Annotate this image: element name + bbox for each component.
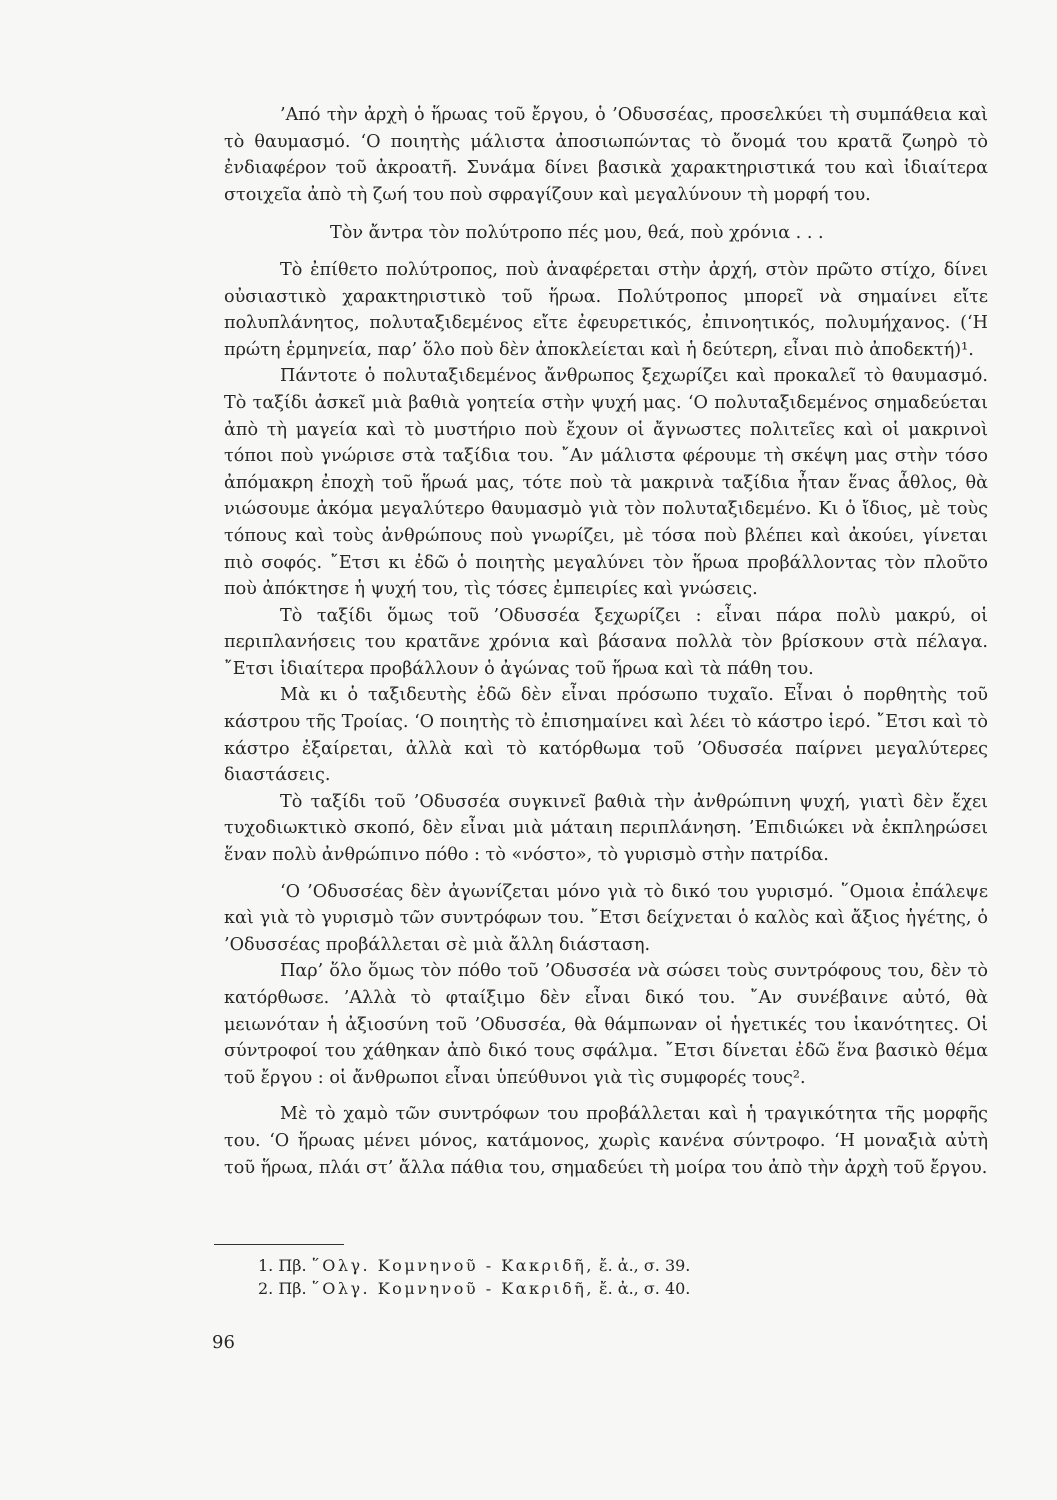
paragraph-polytropos: Τὸ ἐπίθετο πολύτροπος, ποὺ ἀναφέρεται στὴν ἀρχή, στὸν πρῶτο στίχο, δίνει οὐσιαστικὸ χαρακτηριστικὸ τοῦ ἥρωα. Πολύτροπος μπορεῖ νὰ σημαίνει εἴτε πολυπλάνητος, πολυταξιδεμένος εἴτε ἐφευρετικός, ἐπινοητικός, πολυμήχανος. (‘Η πρώτη ἑρμηνεία, παρ’ ὅλο ποὺ δὲν ἀποκλείεται καὶ ἡ δεύτερη, εἶναι πιὸ ἀποδεκτή)¹.	[224, 259, 988, 360]
main-text	[224, 102, 988, 1181]
footnote-1	[258, 1254, 958, 1277]
footnote-author: ῞Ολγ. Κομνηνοῦ - Κακριδῆ,	[311, 1279, 594, 1298]
footnote-reference: ἔ. ἀ., σ. 39.	[599, 1256, 691, 1275]
paragraph-companions: Παρ’ ὅλο ὅμως τὸν πόθο τοῦ ’Οδυσσέα νὰ σώσει τοὺς συντρόφους του, δὲν τὸ κατόρθωσε. ’Αλλὰ τὸ φταίξιμο δὲν εἶναι δικό του. ῎Αν συνέβαινε αὐτό, θὰ μειωνόταν ἡ ἀξιοσύνη τοῦ ’Οδυσσέα, θὰ θάμπωναν οἱ ἡγετικές του ἱκανότητες. Οἱ σύντροφοί του χάθηκαν ἀπὸ δικό τους σφάλμα. ῎Ετσι δίνεται ἐδῶ ἕνα βασικὸ θέμα τοῦ ἔργου : οἱ ἄνθρωποι εἶναι ὑπεύθυνοι γιὰ τὶς συμφορές τους².	[224, 961, 988, 1088]
footnote-reference: ἔ. ἀ., σ. 40.	[599, 1279, 691, 1298]
paragraph-intro: ’Από τὴν ἀρχὴ ὁ ἥρωας τοῦ ἔργου, ὁ ’Οδυσσέας, προσελκύει τὴ συμπάθεια καὶ τὸ θαυμασμό. ‘Ο ποιητὴς μάλιστα ἀποσιωπώντας τὸ ὄνομά του κρατᾶ ζωηρὸ τὸ ἐνδιαφέρον τοῦ ἀκροατῆ. Συνάμα δίνει βασικὰ χαρακτηριστικά του καὶ ἰδιαίτερα στοιχεῖα ἀπὸ τὴ ζωή του ποὺ σφραγίζουν καὶ μεγαλύνουν τὴ μορφή του.	[224, 105, 988, 205]
paragraph-tragedy: Μὲ τὸ χαμὸ τῶν συντρόφων του προβάλλεται καὶ ἡ τραγικότητα τῆς μορφῆς του. ‘Ο ἥρωας μένει μόνος, κατάμονος, χωρὶς κανένα σύντροφο. ‘Η μοναξιὰ αὐτὴ τοῦ ἥρωα, πλάι στ’ ἄλλα πάθια του, σημαδεύει τὴ μοίρα του ἀπὸ τὴν ἀρχὴ τοῦ ἔργου.	[224, 1104, 988, 1178]
verse-quote: Τὸν ἄντρα τὸν πολύτροπο πές μου, θεά, ποὺ χρόνια . . .	[330, 223, 824, 244]
footnote-divider	[214, 1244, 344, 1245]
footnotes	[258, 1254, 958, 1300]
paragraph-journey: Τὸ ταξίδι ὅμως τοῦ ’Οδυσσέα ξεχωρίζει : εἶναι πάρα πολὺ μακρύ, οἱ περιπλανήσεις του κρατᾶνε χρόνια καὶ βάσανα πολλὰ τὸν βρίσκουν στὰ πέλαγα. ῎Ετσι ἰδιαίτερα προβάλλουν ὁ ἀγώνας τοῦ ἥρωα καὶ τὰ πάθη του.	[224, 605, 988, 679]
paragraph-conqueror: Μὰ κι ὁ ταξιδευτὴς ἐδῶ δὲν εἶναι πρόσωπο τυχαῖο. Εἶναι ὁ πορθητὴς τοῦ κάστρου τῆς Τροίας. ‘Ο ποιητὴς τὸ ἐπισημαίνει καὶ λέει τὸ κάστρο ἱερό. ῎Ετσι καὶ τὸ κάστρο ἐξαίρεται, ἀλλὰ καὶ τὸ κατόρθωμα τοῦ ’Οδυσσέα παίρνει μεγαλύτερες διαστάσεις.	[224, 685, 988, 786]
footnote-author: ῞Ολγ. Κομνηνοῦ - Κακριδῆ,	[311, 1256, 594, 1275]
footnote-2	[258, 1277, 958, 1300]
footnote-label: 2. Πβ.	[258, 1279, 307, 1298]
paragraph-traveller: Πάντοτε ὁ πολυταξιδεμένος ἄνθρωπος ξεχωρίζει καὶ προκαλεῖ τὸ θαυμασμό. Τὸ ταξίδι ἀσκεῖ μιὰ βαθιὰ γοητεία στὴν ψυχή μας. ‘Ο πολυταξιδεμένος σημαδεύεται ἀπὸ τὴ μαγεία καὶ τὸ μυστήριο ποὺ ἔχουν οἱ ἄγνωστες πολιτεῖες καὶ οἱ μακρινοὶ τόποι ποὺ γνώρισε στὰ ταξίδια του. ῎Αν μάλιστα φέρουμε τὴ σκέψη μας στὴν τόσο ἀπόμακρη ἐποχὴ τοῦ ἥρωά μας, τότε ποὺ τὰ μακρινὰ ταξίδια ἦταν ἕνας ἆθλος, θὰ νιώσουμε ἀκόμα μεγαλύτερο θαυμασμὸ γιὰ τὸν πολυταξιδεμένο. Κι ὁ ἴδιος, μὲ τοὺς τόπους καὶ τοὺς ἀνθρώπους ποὺ γνωρίζει, μὲ τόσα ποὺ βλέπει καὶ ἀκούει, γίνεται πιὸ σοφός. ῎Ετσι κι ἐδῶ ὁ ποιητὴς μεγαλύνει τὸν ἥρωα προβάλλοντας τὸν πλοῦτο ποὺ ἀπόκτησε ἡ ψυχή του, τὶς τόσες ἐμπειρίες καὶ γνώσεις.	[224, 366, 988, 600]
paragraph-leader: ‘Ο ’Οδυσσέας δὲν ἀγωνίζεται μόνο γιὰ τὸ δικό του γυρισμό. ῞Ομοια ἐπάλεψε καὶ γιὰ τὸ γυρισμὸ τῶν συντρόφων του. ῎Ετσι δείχνεται ὁ καλὸς καὶ ἄξιος ἡγέτης, ὁ ’Οδυσσέας προβάλλεται σὲ μιὰ ἄλλη διάσταση.	[224, 881, 988, 955]
footnote-label: 1. Πβ.	[258, 1256, 307, 1275]
page-number: 96	[212, 1332, 235, 1353]
paragraph-nostos: Τὸ ταξίδι τοῦ ’Οδυσσέα συγκινεῖ βαθιὰ τὴν ἀνθρώπινη ψυχή, γιατὶ δὲν ἔχει τυχοδιωκτικὸ σκοπό, δὲν εἶναι μιὰ μάταιη περιπλάνηση. ’Επιδιώκει νὰ ἐκπληρώσει ἕναν πολὺ ἀνθρώπινο πόθο : τὸ «νόστο», τὸ γυρισμὸ στὴν πατρίδα.	[224, 791, 988, 866]
